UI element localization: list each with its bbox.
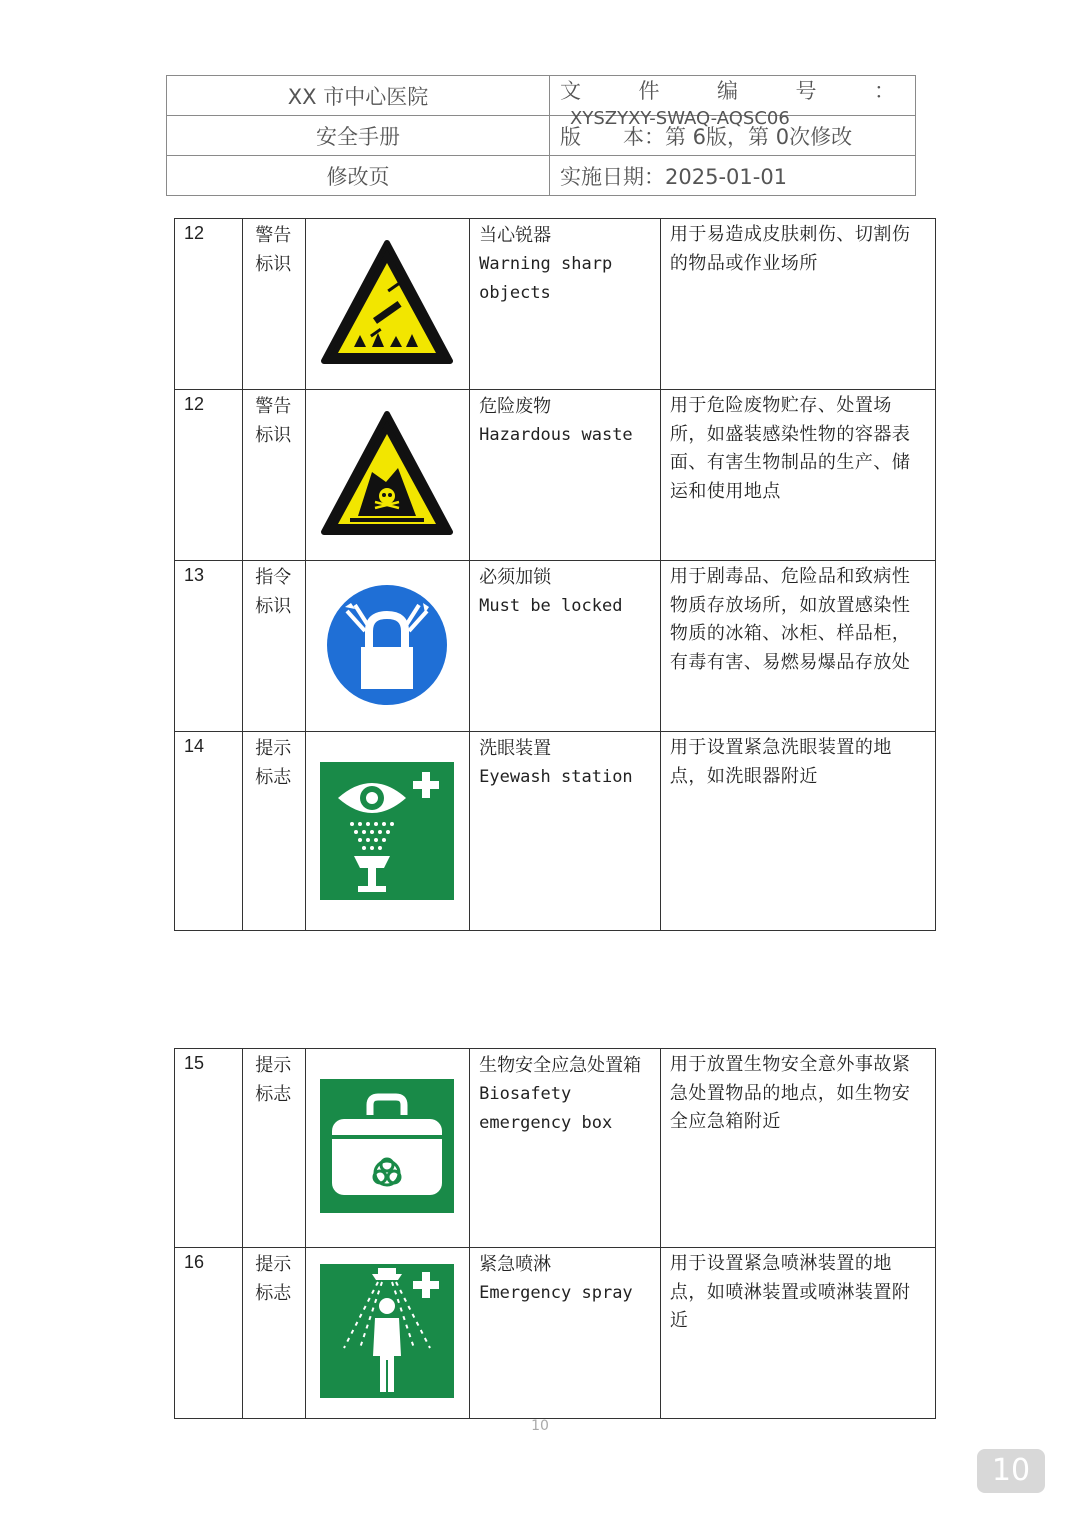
page-badge: 10 [977, 1449, 1045, 1493]
table-row [175, 1248, 936, 1419]
sign-description: 用于放置生物安全意外事故紧急处置物品的地点，如生物安全应急箱附近 [660, 1049, 935, 1248]
table-row [175, 219, 936, 390]
doc-no-label-char: ： [874, 79, 895, 103]
manual-title: 安全手册 [167, 116, 550, 156]
sign-image-cell [305, 219, 470, 390]
row-number: 14 [175, 732, 243, 931]
sign-description: 用于剧毒品、危险品和致病性物质存放场所，如放置感染性物质的冰箱、冰柜、样品柜，有毒有害、易燃易爆品存放处 [660, 561, 935, 732]
sign-name-cn: 洗眼装置 [479, 738, 552, 759]
sign-category: 提示标志 [243, 1049, 305, 1248]
sign-name-en: Must be locked [479, 596, 623, 616]
row-number: 13 [175, 561, 243, 732]
sign-name-en: Hazardous waste [479, 425, 633, 445]
sign-name-en: Eyewash station [479, 767, 633, 787]
row-number: 16 [175, 1248, 243, 1419]
version-info: 版 本：第 6版，第 0次修改 [550, 116, 916, 156]
must-be-locked-icon [325, 583, 449, 707]
sign-category: 指令标识 [243, 561, 305, 732]
table-row [175, 732, 936, 931]
sign-name-en: Warning sharp objects [479, 254, 613, 303]
sign-image-cell [305, 561, 470, 732]
sign-name-cn: 当心锐器 [479, 225, 552, 246]
document-number-cell [550, 76, 916, 129]
row-number: 12 [175, 219, 243, 390]
sign-name-cn: 紧急喷淋 [479, 1254, 552, 1275]
sign-image-cell [305, 390, 470, 561]
sign-name [470, 732, 661, 931]
document-header [166, 75, 916, 196]
sign-image-cell [305, 1049, 470, 1248]
doc-no-label-char: 号 [795, 79, 817, 103]
sign-name-cn: 必须加锁 [479, 567, 552, 588]
document-number-value: XYSZYXY-SWAQ-AQSC06 [570, 108, 790, 129]
biosafety-emergency-box-icon [320, 1079, 454, 1213]
sign-name-cn: 危险废物 [479, 396, 552, 417]
sign-category: 警告标识 [243, 390, 305, 561]
sign-name [470, 1049, 661, 1248]
safety-signs-table-continued [174, 1048, 936, 1419]
sign-name [470, 390, 661, 561]
sharp-objects-warning-icon [320, 239, 454, 367]
sign-description: 用于设置紧急喷淋装置的地点，如喷淋装置或喷淋装置附近 [660, 1248, 935, 1419]
sign-description: 用于危险废物贮存、处置场所，如盛装感染性物的容器表面、有害生物制品的生产、储运和使用地点 [660, 390, 935, 561]
table-row [175, 390, 936, 561]
doc-no-label-char: 件 [638, 79, 660, 103]
sign-name [470, 219, 661, 390]
row-number: 12 [175, 390, 243, 561]
hazardous-waste-warning-icon [320, 410, 454, 538]
sign-name-cn: 生物安全应急处置箱 [479, 1055, 642, 1076]
table-row [175, 561, 936, 732]
page-type: 修改页 [167, 156, 550, 196]
doc-no-label-char: 编 [717, 79, 738, 103]
sign-category: 警告标识 [243, 219, 305, 390]
sign-name [470, 561, 661, 732]
doc-no-label-char: 文 [560, 79, 581, 103]
sign-name-en: Biosafety emergency box [479, 1084, 613, 1133]
row-number: 15 [175, 1049, 243, 1248]
sign-image-cell [305, 732, 470, 931]
sign-image-cell [305, 1248, 470, 1419]
sign-category: 提示标志 [243, 1248, 305, 1419]
eyewash-station-icon [320, 762, 454, 900]
sign-name [470, 1248, 661, 1419]
sign-description: 用于设置紧急洗眼装置的地点，如洗眼器附近 [660, 732, 935, 931]
sign-category: 提示标志 [243, 732, 305, 931]
table-row [175, 1049, 936, 1248]
sign-description: 用于易造成皮肤刺伤、切割伤的物品或作业场所 [660, 219, 935, 390]
effective-date: 实施日期：2025-01-01 [550, 156, 916, 196]
safety-signs-table [174, 218, 936, 931]
sign-name-en: Emergency spray [479, 1283, 633, 1303]
hospital-name: XX 市中心医院 [167, 76, 550, 116]
emergency-spray-icon [320, 1264, 454, 1398]
page-number: 10 [531, 1418, 549, 1434]
